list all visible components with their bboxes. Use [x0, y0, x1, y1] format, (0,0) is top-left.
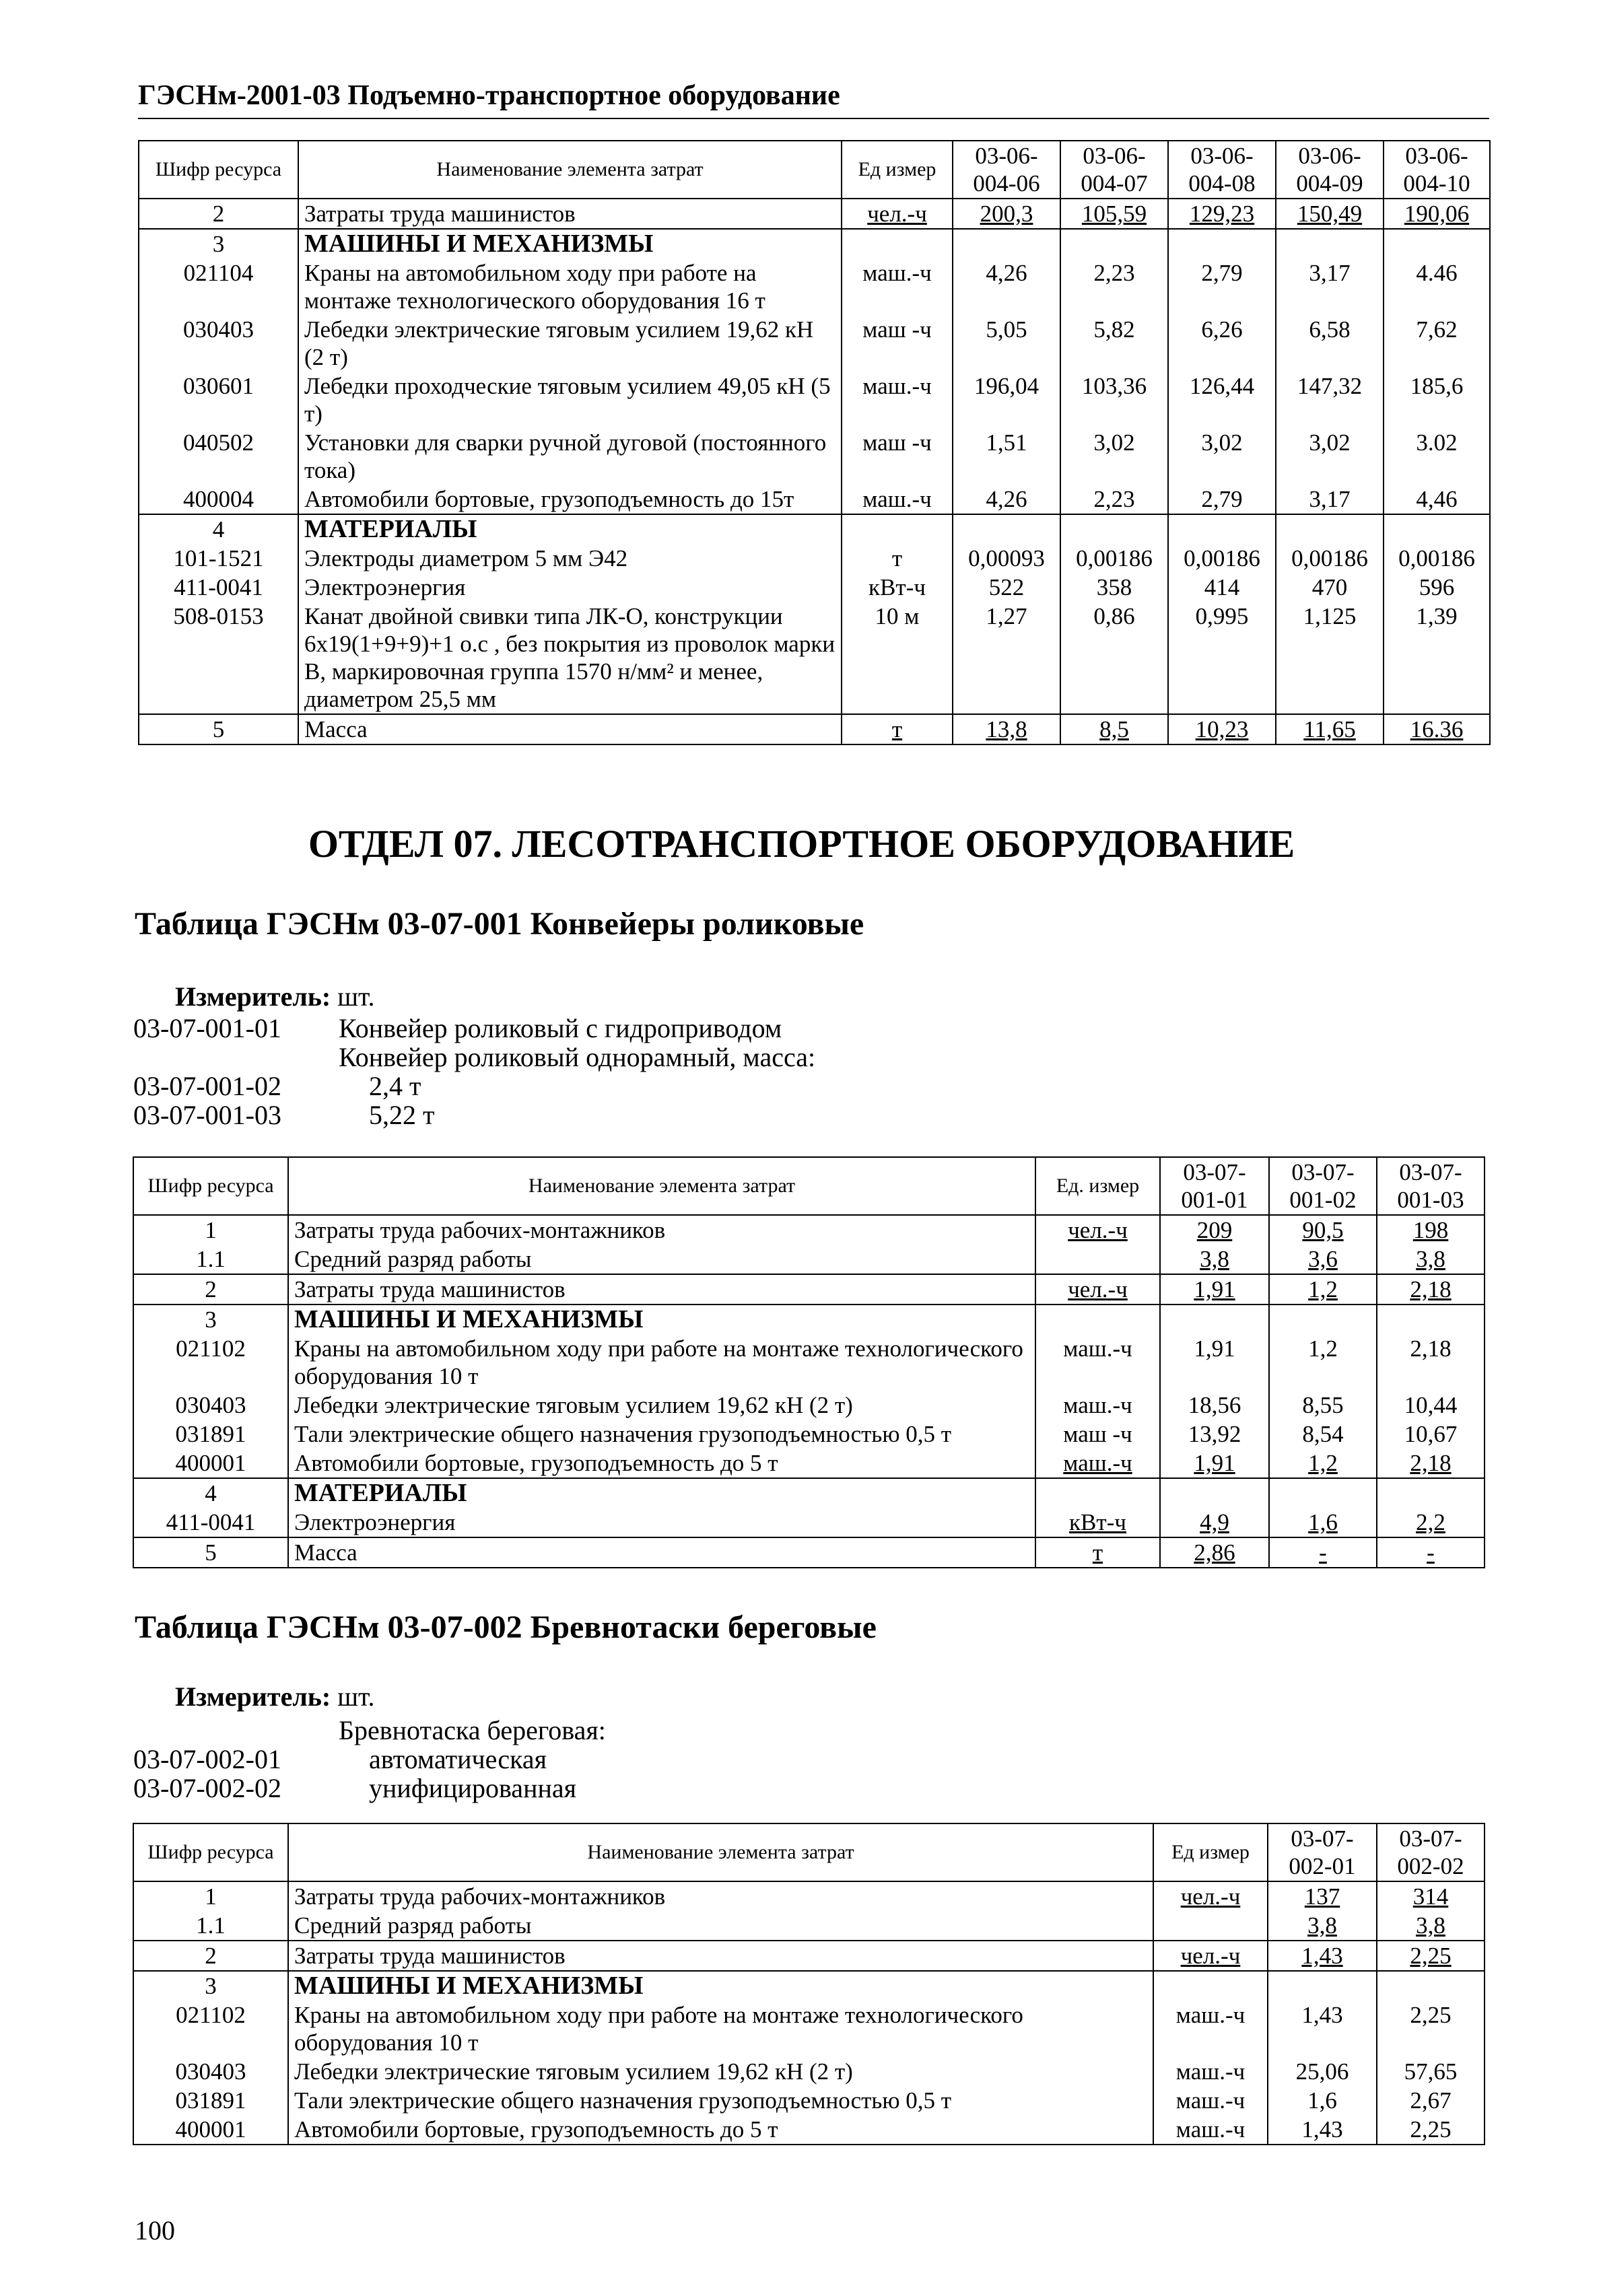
- resource-code-cell: 021104: [139, 258, 298, 315]
- value-cell: 2,18: [1377, 1334, 1485, 1391]
- table-row: [139, 485, 1490, 514]
- table-row: [133, 1420, 1485, 1449]
- value-cell: 209: [1160, 1215, 1269, 1245]
- value-cell: 1,6: [1269, 1508, 1377, 1537]
- resource-table-03-07-001: [133, 1156, 1485, 1568]
- resource-code-cell: 1: [133, 1215, 288, 1245]
- value-cell: 1,27: [953, 602, 1060, 714]
- table-row: [133, 1245, 1485, 1274]
- cost-element-cell: Краны на автомобильном ходу при работе на монтаже технологического оборудования 10 т: [288, 2001, 1153, 2057]
- cost-element-cell: Канат двойной свивки типа ЛК-О, конструкции 6х19(1+9+9)+1 о.с , без покрытия из проволок марки В, маркировочная группа 1570 н/мм² и менее, диаметром 25,5 мм: [298, 602, 842, 714]
- resource-code-cell: 030601: [139, 372, 298, 428]
- unit-cell: маш -ч: [1035, 1420, 1160, 1449]
- cost-element-cell: Краны на автомобильном ходу при работе на монтаже технологического оборудования 16 т: [298, 258, 842, 315]
- unit-cell: [842, 514, 953, 544]
- unit-cell: [1153, 1971, 1268, 2001]
- value-cell: 4.46: [1384, 258, 1490, 315]
- value-cell: [953, 229, 1060, 258]
- value-cell: 0,00186: [1276, 544, 1384, 573]
- table-row: [133, 2115, 1485, 2145]
- table-row: [139, 428, 1490, 485]
- value-cell: 129,23: [1168, 199, 1276, 229]
- cost-element-cell: Лебедки электрические тяговым усилием 19,62 кН (2 т): [288, 2057, 1153, 2086]
- value-cell: 137: [1268, 1881, 1377, 1911]
- table-row: [139, 514, 1490, 544]
- section-title: ОТДЕЛ 07. ЛЕСОТРАНСПОРТНОЕ ОБОРУДОВАНИЕ: [308, 822, 1295, 866]
- resource-code-cell: 3: [133, 1304, 288, 1334]
- resource-table-03-06-004: [138, 140, 1491, 745]
- unit-cell: чел.-ч: [1153, 1941, 1268, 1971]
- resource-code-cell: 5: [139, 714, 298, 744]
- cost-element-cell: Электроды диаметром 5 мм Э42: [298, 544, 842, 573]
- value-cell: 358: [1060, 573, 1168, 602]
- unit-cell: маш -ч: [842, 315, 953, 372]
- value-cell: 2,79: [1168, 258, 1276, 315]
- unit-cell: [1153, 1911, 1268, 1941]
- table-row: [139, 258, 1490, 315]
- norm-item-code: 03-07-002-01: [133, 1744, 281, 1774]
- resource-code-cell: 040502: [139, 428, 298, 485]
- cost-element-cell: Средний разряд работы: [288, 1911, 1153, 1941]
- unit-cell: чел.-ч: [842, 199, 953, 229]
- cost-element-cell: Затраты труда машинистов: [288, 1941, 1153, 1971]
- cost-element-cell: Тали электрические общего назначения грузоподъемностью 0,5 т: [288, 2086, 1153, 2115]
- cost-element-cell: Затраты труда машинистов: [288, 1274, 1035, 1304]
- header-unit: Ед. измер: [1035, 1157, 1160, 1215]
- table-row: [139, 573, 1490, 602]
- value-cell: 13,92: [1160, 1420, 1269, 1449]
- meter-label: Измеритель:: [175, 981, 331, 1012]
- value-cell: 3,17: [1276, 258, 1384, 315]
- value-cell: 596: [1384, 573, 1490, 602]
- value-cell: 10,23: [1168, 714, 1276, 744]
- value-cell: 3.02: [1384, 428, 1490, 485]
- header-resource-code: Шифр ресурса: [133, 1157, 288, 1215]
- norm-item-text: 5,22 т: [369, 1100, 435, 1130]
- norm-item-code: 03-07-002-02: [133, 1773, 281, 1803]
- value-cell: 0,00186: [1384, 544, 1490, 573]
- value-cell: [1276, 229, 1384, 258]
- header-norm-code: 03-06-004-09: [1276, 141, 1384, 199]
- value-cell: 1,43: [1268, 2001, 1377, 2057]
- value-cell: 1,2: [1269, 1274, 1377, 1304]
- value-cell: 414: [1168, 573, 1276, 602]
- value-cell: [1160, 1478, 1269, 1508]
- cost-element-cell: МАТЕРИАЛЫ: [298, 514, 842, 544]
- value-cell: 4,46: [1384, 485, 1490, 514]
- value-cell: 185,6: [1384, 372, 1490, 428]
- resource-code-cell: 400001: [133, 1449, 288, 1478]
- resource-code-cell: 1.1: [133, 1245, 288, 1274]
- value-cell: 1,125: [1276, 602, 1384, 714]
- cost-element-cell: Автомобили бортовые, грузоподъемность до 15т: [298, 485, 842, 514]
- table-row: [139, 199, 1490, 229]
- table-row: [133, 2057, 1485, 2086]
- value-cell: [1269, 1304, 1377, 1334]
- cost-element-cell: МАШИНЫ И МЕХАНИЗМЫ: [298, 229, 842, 258]
- value-cell: [1160, 1304, 1269, 1334]
- table-row: [139, 544, 1490, 573]
- value-cell: 25,06: [1268, 2057, 1377, 2086]
- value-cell: 13,8: [953, 714, 1060, 744]
- value-cell: 6,58: [1276, 315, 1384, 372]
- resource-code-cell: 021102: [133, 2001, 288, 2057]
- value-cell: 1,2: [1269, 1449, 1377, 1478]
- value-cell: 11,65: [1276, 714, 1384, 744]
- header-norm-code: 03-06-004-07: [1060, 141, 1168, 199]
- value-cell: 10,44: [1377, 1391, 1485, 1420]
- norm-item-text: Конвейер роликовый с гидроприводом: [339, 1013, 782, 1043]
- resource-code-cell: 4: [139, 514, 298, 544]
- value-cell: 6,26: [1168, 315, 1276, 372]
- value-cell: [1060, 514, 1168, 544]
- value-cell: 0,995: [1168, 602, 1276, 714]
- unit-cell: маш.-ч: [1035, 1391, 1160, 1420]
- value-cell: 90,5: [1269, 1215, 1377, 1245]
- norm-item: [133, 1013, 782, 1044]
- table-row: [133, 1478, 1485, 1508]
- cost-element-cell: Средний разряд работы: [288, 1245, 1035, 1274]
- value-cell: 2,23: [1060, 485, 1168, 514]
- value-cell: 1,91: [1160, 1449, 1269, 1478]
- value-cell: 3,02: [1276, 428, 1384, 485]
- table-row: [133, 1391, 1485, 1420]
- value-cell: [1268, 1971, 1377, 2001]
- table-row: [133, 1537, 1485, 1568]
- table-row: [133, 1215, 1485, 1245]
- norm-item: [133, 1773, 576, 1804]
- cost-element-cell: Автомобили бортовые, грузоподъемность до 5 т: [288, 2115, 1153, 2145]
- header-norm-code: 03-07-002-02: [1377, 1823, 1485, 1881]
- table-row: [139, 315, 1490, 372]
- resource-code-cell: 101-1521: [139, 544, 298, 573]
- cost-element-cell: Электроэнергия: [298, 573, 842, 602]
- header-norm-code: 03-06-004-06: [953, 141, 1060, 199]
- meter-line: [175, 1681, 375, 1712]
- resource-code-cell: 400001: [133, 2115, 288, 2145]
- table-row: [133, 1508, 1485, 1537]
- unit-cell: чел.-ч: [1153, 1881, 1268, 1911]
- value-cell: -: [1377, 1537, 1485, 1568]
- value-cell: 2,18: [1377, 1274, 1485, 1304]
- cost-element-cell: Краны на автомобильном ходу при работе на монтаже технологического оборудования 10 т: [288, 1334, 1035, 1391]
- value-cell: 5,82: [1060, 315, 1168, 372]
- value-cell: 126,44: [1168, 372, 1276, 428]
- cost-element-cell: Масса: [288, 1537, 1035, 1568]
- table-title: Таблица ГЭСНм 03-07-002 Бревнотаски береговые: [135, 1609, 877, 1645]
- value-cell: 2,67: [1377, 2086, 1485, 2115]
- unit-cell: маш.-ч: [1035, 1334, 1160, 1391]
- value-cell: 522: [953, 573, 1060, 602]
- header-norm-code: 03-06-004-08: [1168, 141, 1276, 199]
- value-cell: [953, 514, 1060, 544]
- cost-element-cell: Затраты труда рабочих-монтажников: [288, 1215, 1035, 1245]
- unit-cell: [1035, 1478, 1160, 1508]
- header-norm-code: 03-07-001-01: [1160, 1157, 1269, 1215]
- resource-code-cell: 508-0153: [139, 602, 298, 714]
- value-cell: 5,05: [953, 315, 1060, 372]
- unit-cell: кВт-ч: [1035, 1508, 1160, 1537]
- unit-cell: маш.-ч: [842, 258, 953, 315]
- norm-item: [133, 1100, 434, 1131]
- value-cell: 2,25: [1377, 2115, 1485, 2145]
- resource-code-cell: 2: [133, 1274, 288, 1304]
- value-cell: 2,23: [1060, 258, 1168, 315]
- header-cost-element: Наименование элемента затрат: [288, 1823, 1153, 1881]
- value-cell: 0,00186: [1168, 544, 1276, 573]
- value-cell: 57,65: [1377, 2057, 1485, 2086]
- unit-cell: маш.-ч: [1153, 2057, 1268, 2086]
- value-cell: [1384, 229, 1490, 258]
- value-cell: 1,6: [1268, 2086, 1377, 2115]
- norm-item-text: 2,4 т: [369, 1071, 421, 1101]
- resource-code-cell: 411-0041: [133, 1508, 288, 1537]
- table-row: [133, 2086, 1485, 2115]
- resource-code-cell: 5: [133, 1537, 288, 1568]
- header-norm-code: 03-07-002-01: [1268, 1823, 1377, 1881]
- cost-element-cell: Лебедки проходческие тяговым усилием 49,05 кН (5 т): [298, 372, 842, 428]
- table-row: [139, 229, 1490, 258]
- resource-code-cell: 2: [139, 199, 298, 229]
- value-cell: 3,8: [1268, 1911, 1377, 1941]
- value-cell: 0,00093: [953, 544, 1060, 573]
- value-cell: 103,36: [1060, 372, 1168, 428]
- value-cell: 470: [1276, 573, 1384, 602]
- table-row: [133, 1911, 1485, 1941]
- header-cost-element: Наименование элемента затрат: [298, 141, 842, 199]
- value-cell: 1,39: [1384, 602, 1490, 714]
- norm-item-code: 03-07-001-03: [133, 1100, 281, 1130]
- unit-cell: [1035, 1304, 1160, 1334]
- value-cell: 2,25: [1377, 2001, 1485, 2057]
- table-row: [133, 2001, 1485, 2057]
- value-cell: 16.36: [1384, 714, 1490, 744]
- unit-cell: чел.-ч: [1035, 1215, 1160, 1245]
- value-cell: 314: [1377, 1881, 1485, 1911]
- value-cell: 0,00186: [1060, 544, 1168, 573]
- table-row: [133, 1881, 1485, 1911]
- value-cell: [1384, 514, 1490, 544]
- norm-item-text: унифицированная: [369, 1773, 577, 1803]
- meter-label: Измеритель:: [175, 1681, 331, 1712]
- header-resource-code: Шифр ресурса: [133, 1823, 288, 1881]
- unit-cell: т: [842, 544, 953, 573]
- resource-code-cell: 1: [133, 1881, 288, 1911]
- value-cell: 1,43: [1268, 2115, 1377, 2145]
- header-unit: Ед измер: [1153, 1823, 1268, 1881]
- table-row: [133, 1971, 1485, 2001]
- unit-cell: [1035, 1245, 1160, 1274]
- cost-element-cell: Лебедки электрические тяговым усилием 19,62 кН (2 т): [288, 1391, 1035, 1420]
- resource-code-cell: 021102: [133, 1334, 288, 1391]
- value-cell: [1377, 1304, 1485, 1334]
- unit-cell: маш.-ч: [1035, 1449, 1160, 1478]
- header-cost-element: Наименование элемента затрат: [288, 1157, 1035, 1215]
- table-row: [133, 1449, 1485, 1478]
- cost-element-cell: Затраты труда рабочих-монтажников: [288, 1881, 1153, 1911]
- value-cell: 8,55: [1269, 1391, 1377, 1420]
- cost-element-cell: МАШИНЫ И МЕХАНИЗМЫ: [288, 1971, 1153, 2001]
- norm-item: [133, 1071, 421, 1102]
- resource-code-cell: 1.1: [133, 1911, 288, 1941]
- value-cell: [1276, 514, 1384, 544]
- header-resource-code: Шифр ресурса: [139, 141, 298, 199]
- norm-item-code: 03-07-001-01: [133, 1013, 281, 1043]
- value-cell: 196,04: [953, 372, 1060, 428]
- value-cell: 105,59: [1060, 199, 1168, 229]
- table-row: [139, 372, 1490, 428]
- header-norm-code: 03-06-004-10: [1384, 141, 1490, 199]
- cost-element-cell: МАШИНЫ И МЕХАНИЗМЫ: [288, 1304, 1035, 1334]
- unit-cell: 10 м: [842, 602, 953, 714]
- table-row: [133, 1334, 1485, 1391]
- cost-element-cell: МАТЕРИАЛЫ: [288, 1478, 1035, 1508]
- value-cell: 3,6: [1269, 1245, 1377, 1274]
- value-cell: 3,8: [1160, 1245, 1269, 1274]
- value-cell: [1269, 1478, 1377, 1508]
- value-cell: [1060, 229, 1168, 258]
- norm-item-code: 03-07-001-02: [133, 1071, 281, 1101]
- unit-cell: кВт-ч: [842, 573, 953, 602]
- header-rule: [138, 118, 1489, 119]
- norm-item: [133, 1042, 815, 1073]
- value-cell: 2,18: [1377, 1449, 1485, 1478]
- value-cell: -: [1269, 1537, 1377, 1568]
- unit-cell: т: [1035, 1537, 1160, 1568]
- norm-item: [133, 1744, 547, 1775]
- value-cell: [1377, 1478, 1485, 1508]
- header-norm-code: 03-07-001-02: [1269, 1157, 1377, 1215]
- value-cell: 1,91: [1160, 1334, 1269, 1391]
- unit-cell: маш -ч: [842, 428, 953, 485]
- value-cell: 8,54: [1269, 1420, 1377, 1449]
- meter-unit: шт.: [337, 1681, 375, 1712]
- value-cell: 3,8: [1377, 1245, 1485, 1274]
- value-cell: 1,43: [1268, 1941, 1377, 1971]
- norm-item-text: Бревнотаска береговая:: [339, 1715, 606, 1745]
- cost-element-cell: Электроэнергия: [288, 1508, 1035, 1537]
- page-number: 100: [135, 2215, 175, 2246]
- table-title: Таблица ГЭСНм 03-07-001 Конвейеры роликовые: [135, 906, 864, 942]
- resource-code-cell: 030403: [133, 2057, 288, 2086]
- cost-element-cell: Установки для сварки ручной дуговой (постоянного тока): [298, 428, 842, 485]
- value-cell: 3,17: [1276, 485, 1384, 514]
- value-cell: 3,02: [1060, 428, 1168, 485]
- resource-code-cell: 030403: [139, 315, 298, 372]
- value-cell: 1,2: [1269, 1334, 1377, 1391]
- unit-cell: [842, 229, 953, 258]
- table-row: [139, 714, 1490, 744]
- cost-element-cell: Лебедки электрические тяговым усилием 19,62 кН (2 т): [298, 315, 842, 372]
- resource-code-cell: 031891: [133, 2086, 288, 2115]
- norm-item-text: автоматическая: [369, 1744, 547, 1774]
- resource-code-cell: 3: [139, 229, 298, 258]
- norm-item-text: Конвейер роликовый однорамный, масса:: [339, 1042, 816, 1072]
- resource-code-cell: 4: [133, 1478, 288, 1508]
- resource-code-cell: 031891: [133, 1420, 288, 1449]
- value-cell: 190,06: [1384, 199, 1490, 229]
- value-cell: 2,2: [1377, 1508, 1485, 1537]
- value-cell: [1377, 1971, 1485, 2001]
- unit-cell: маш.-ч: [1153, 2086, 1268, 2115]
- resource-code-cell: 3: [133, 1971, 288, 2001]
- table-row: [139, 602, 1490, 714]
- value-cell: 7,62: [1384, 315, 1490, 372]
- value-cell: 2,25: [1377, 1941, 1485, 1971]
- resource-code-cell: 400004: [139, 485, 298, 514]
- unit-cell: маш.-ч: [1153, 2115, 1268, 2145]
- value-cell: 3,8: [1377, 1911, 1485, 1941]
- meter-unit: шт.: [337, 981, 375, 1012]
- value-cell: 2,79: [1168, 485, 1276, 514]
- table-row: [133, 1274, 1485, 1304]
- cost-element-cell: Тали электрические общего назначения грузоподъемностью 0,5 т: [288, 1420, 1035, 1449]
- norm-item: [133, 1715, 606, 1746]
- resource-code-cell: 411-0041: [139, 573, 298, 602]
- resource-table-03-07-002: [133, 1823, 1485, 2145]
- value-cell: 150,49: [1276, 199, 1384, 229]
- unit-cell: маш.-ч: [842, 485, 953, 514]
- value-cell: 198: [1377, 1215, 1485, 1245]
- value-cell: 18,56: [1160, 1391, 1269, 1420]
- value-cell: 200,3: [953, 199, 1060, 229]
- header-unit: Ед измер: [842, 141, 953, 199]
- cost-element-cell: Автомобили бортовые, грузоподъемность до 5 т: [288, 1449, 1035, 1478]
- resource-code-cell: 2: [133, 1941, 288, 1971]
- header-norm-code: 03-07-001-03: [1377, 1157, 1485, 1215]
- meter-line: [175, 981, 375, 1012]
- value-cell: 4,26: [953, 258, 1060, 315]
- cost-element-cell: Масса: [298, 714, 842, 744]
- page-header: ГЭСНм-2001-03 Подъемно-транспортное оборудование: [138, 80, 840, 111]
- value-cell: [1168, 229, 1276, 258]
- table-row: [133, 1304, 1485, 1334]
- value-cell: 4,26: [953, 485, 1060, 514]
- value-cell: 2,86: [1160, 1537, 1269, 1568]
- value-cell: 1,91: [1160, 1274, 1269, 1304]
- unit-cell: чел.-ч: [1035, 1274, 1160, 1304]
- unit-cell: маш.-ч: [842, 372, 953, 428]
- unit-cell: т: [842, 714, 953, 744]
- resource-code-cell: 030403: [133, 1391, 288, 1420]
- value-cell: 8,5: [1060, 714, 1168, 744]
- value-cell: 1,51: [953, 428, 1060, 485]
- table-row: [133, 1941, 1485, 1971]
- value-cell: 10,67: [1377, 1420, 1485, 1449]
- cost-element-cell: Затраты труда машинистов: [298, 199, 842, 229]
- value-cell: 3,02: [1168, 428, 1276, 485]
- value-cell: 0,86: [1060, 602, 1168, 714]
- unit-cell: маш.-ч: [1153, 2001, 1268, 2057]
- value-cell: 147,32: [1276, 372, 1384, 428]
- value-cell: 4,9: [1160, 1508, 1269, 1537]
- value-cell: [1168, 514, 1276, 544]
